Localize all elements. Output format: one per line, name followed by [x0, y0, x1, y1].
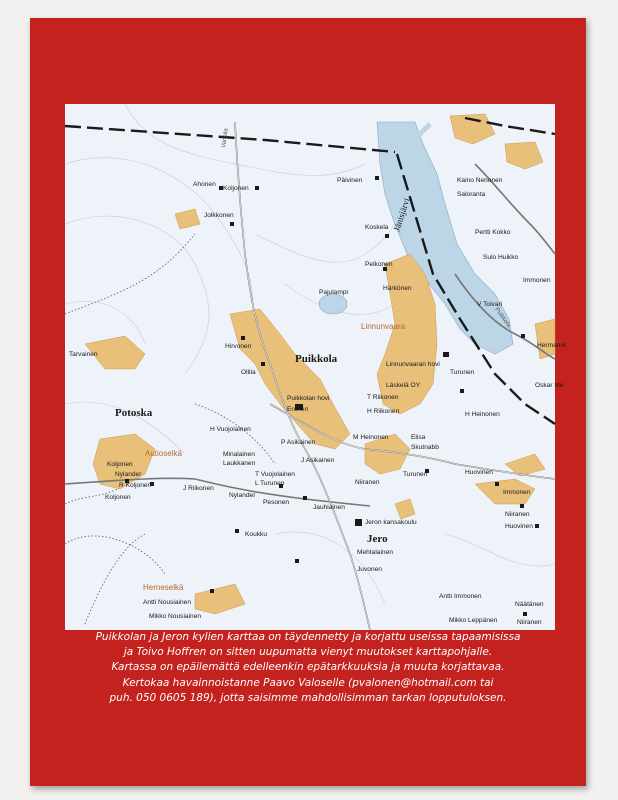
place-name: Härkönen [383, 285, 412, 292]
place-name: Nylander [229, 492, 256, 499]
caption-line: Kartassa on epäilemättä edelleenkin epätarkkuuksia ja muuta korjattavaa. [111, 661, 505, 674]
place-name: Koljonen [223, 185, 249, 192]
place-name: Turunen [403, 471, 428, 478]
caption-line: Puikkolan ja Jeron kylien karttaa on täydennetty ja korjattu useissa tapaamisissa [95, 631, 521, 643]
road-label-vartsila: Vartsila [221, 128, 230, 149]
village-label-puikkola: Puikkola [295, 353, 338, 365]
place-name: Skutnabb [411, 444, 439, 451]
place-name: Elisa [411, 434, 426, 441]
place-name: H Heinonen [465, 411, 500, 418]
map-graphic [65, 104, 566, 630]
place-name: Koskela [365, 224, 389, 231]
place-name: Niiranen [355, 479, 380, 486]
place-name: R Koljonen [119, 482, 152, 489]
place-name: Antti Nousiainen [143, 599, 192, 606]
village-label-potoska: Potoska [115, 407, 153, 419]
place-name: Laukkanen [223, 460, 256, 467]
place-name: Hirvonen [225, 343, 252, 350]
caption-line: ja Toivo Hoffren on sitten uupumatta vienyt muutokset karttapohjalle. [123, 646, 493, 659]
place-name: Immonen [523, 277, 551, 284]
place-name: H Vuojolainen [210, 426, 251, 433]
buildings [125, 176, 539, 616]
village-label-jero: Jero [367, 533, 388, 545]
place-name: Saloranta [457, 191, 486, 198]
place-name: Ollila [241, 369, 256, 376]
place-name: Huovinen [505, 523, 533, 530]
place-name: T Vuojolainen [255, 471, 295, 478]
place-name: Turunen [450, 369, 475, 376]
place-name: Jeron kansakoulu [365, 519, 417, 526]
village-map [65, 104, 566, 630]
map-caption [70, 630, 546, 706]
place-name: Niiranen [505, 511, 530, 518]
area-label-linnunvaara: Linnunvaara [361, 322, 406, 331]
pond-pajulampi [319, 294, 347, 314]
place-name: Koljonen [107, 461, 133, 468]
place-name: J Riikonen [183, 485, 214, 492]
place-name: Mikko Leppänen [449, 617, 498, 624]
place-name: Näätänen [515, 601, 544, 608]
place-name: Sulo Huikko [483, 254, 519, 261]
place-name: V Toivari [477, 301, 503, 308]
road-label-puikkola: Puikkola [493, 306, 512, 329]
place-name: Pelkonen [365, 261, 393, 268]
area-label-autioselka: Autioselkä [145, 449, 182, 458]
place-name: Mehtalainen [357, 549, 393, 556]
place-name: Puikkolan hovi [287, 395, 330, 402]
place-name: J Asikainen [301, 457, 335, 464]
place-name: Koljonen [105, 494, 131, 501]
place-name: Eronen [287, 406, 309, 413]
place-name: Tarvainen [69, 351, 98, 358]
place-name: Kaino Nenonen [457, 177, 503, 184]
area-label-herneselka: Herneselkä [143, 583, 184, 592]
place-name: Koukku [245, 531, 267, 538]
place-name: L Turunen [255, 480, 285, 487]
place-name: T Riikonen [367, 394, 399, 401]
place-name: Pertti Kokko [475, 229, 511, 236]
place-name: Ahonen [193, 181, 216, 188]
place-name: Huovinen [465, 469, 493, 476]
pond-label-pajulampi: Pajulampi [319, 289, 348, 296]
caption-line: puh. 050 0605 189), jotta saisimme mahdollisimman tarkan lopputuloksen. [109, 691, 507, 704]
caption-line: Kertokaa havainnoistanne Paavo Valoselle (pvalonen@hotmail.com tai [122, 676, 494, 689]
place-name: Päivinen [337, 177, 363, 184]
place-name: Jauhiainen [313, 504, 345, 511]
place-name: Jolkkonen [204, 212, 234, 219]
place-name: Pesonen [263, 499, 290, 506]
place-name: Immonen [503, 489, 531, 496]
place-name: H Riikonen [367, 408, 400, 415]
place-name: Mikko Nousiainen [149, 613, 202, 620]
place-name: Hermanni [537, 342, 566, 349]
place-name: Niiranen [517, 619, 542, 626]
place-name: Linnunvaaran hovi [386, 361, 440, 368]
booklet-back-cover [30, 18, 586, 786]
place-name: Minalainen [223, 451, 255, 458]
lake-label-janisjarvi: Jänisjärvi [391, 196, 412, 233]
place-names [69, 177, 566, 626]
place-name: Antti Immonen [439, 593, 482, 600]
place-name: Nylander [115, 471, 142, 478]
place-name: M Heinonen [353, 434, 389, 441]
place-name: P Asikainen [281, 439, 316, 446]
place-name: Läskelä OY [386, 382, 421, 389]
place-name: Juvonen [357, 566, 382, 573]
place-name: Oskar Me [535, 382, 564, 389]
